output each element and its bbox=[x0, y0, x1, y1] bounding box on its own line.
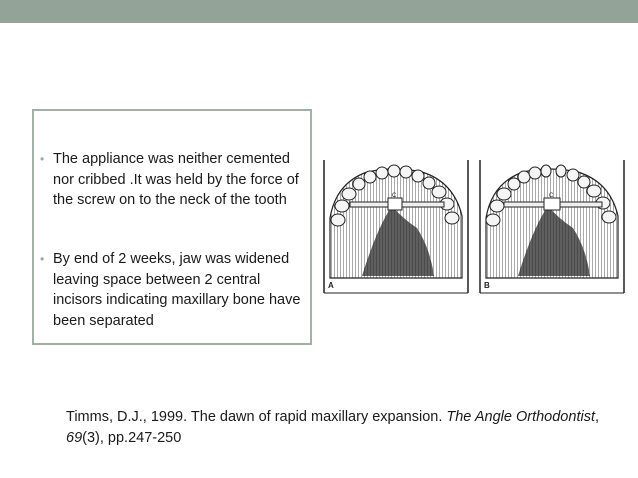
jaw-panel-a bbox=[324, 160, 468, 293]
panel-label-a: A bbox=[328, 281, 334, 290]
citation-journal: The Angle Orthodontist bbox=[446, 409, 595, 425]
bullet-text: By end of 2 weeks, jaw was widened leaving space between 2 central incisors indicating maxillary bone have been separated bbox=[53, 251, 301, 329]
bullet-text: The appliance was neither cemented nor cribbed .It was held by the force of the screw on to the neck of the tooth bbox=[53, 151, 299, 208]
citation-issue-pages: (3), pp.247-250 bbox=[82, 430, 182, 446]
bullet-item bbox=[40, 249, 306, 331]
citation bbox=[66, 407, 606, 449]
jaw-panel-b bbox=[480, 160, 624, 293]
top-banner bbox=[0, 0, 638, 23]
maxillary-expansion-figure bbox=[322, 158, 628, 298]
screw-label-b: C bbox=[549, 193, 554, 199]
citation-sep: , bbox=[594, 409, 599, 425]
bullet-dot-icon: • bbox=[40, 252, 45, 266]
bullet-dot-icon: • bbox=[40, 152, 45, 166]
citation-authors: Timms, D.J., 1999. The dawn of rapid maxillary expansion. bbox=[66, 409, 447, 425]
bullet-text-box bbox=[32, 109, 312, 345]
bullet-item bbox=[40, 149, 306, 211]
screw-label-a: C bbox=[392, 193, 397, 199]
citation-volume: 69 bbox=[66, 430, 83, 446]
panel-label-b: B bbox=[484, 281, 490, 290]
